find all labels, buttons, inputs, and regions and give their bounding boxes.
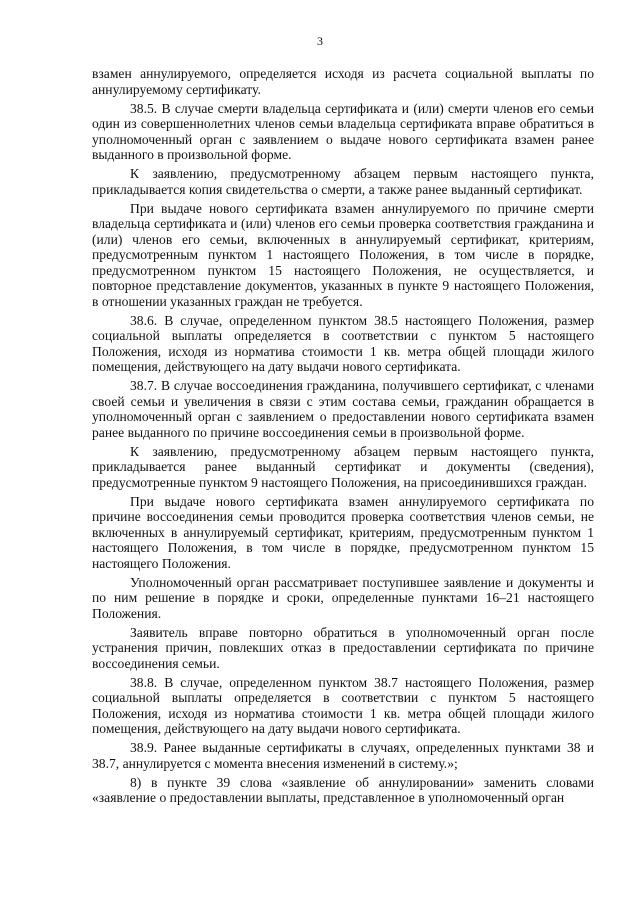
paragraph-38-9: 38.9. Ранее выданные сертификаты в случаях, определенных пунктами 38 и 38.7, аннулируется с момента внесения изменений в систему.»;	[92, 740, 594, 771]
paragraph-38-7-attachments: К заявлению, предусмотренному абзацем первым настоящего пункта, прикладывается ранее выданный сертификат и документы (сведения), предусмотренные пунктом 9 настоящего Положения, на присоединившихся граждан.	[92, 443, 594, 490]
paragraph-38-5-verification: При выдаче нового сертификата взамен аннулируемого по причине смерти владельца сертификата и (или) членов его семьи проверка соответствия гражданина и (или) членов его семьи, включенных в аннулируемый сертификат, критериям, предусмотренным пунктом 1 настоящего Положения, в том числе в порядке, предусмотренном пунктом 15 настоящего Положения, не осуществляется, и повторное представление документов, указанных в пункте 9 настоящего Положения, в отношении указанных граждан не требуется.	[92, 200, 594, 309]
document-body	[92, 66, 594, 809]
page-number: 3	[317, 34, 323, 48]
paragraph-38-5-attachments: К заявлению, предусмотренному абзацем первым настоящего пункта, прикладывается копия свидетельства о смерти, а также ранее выданный сертификат.	[92, 166, 594, 197]
paragraph-38-7-review: Уполномоченный орган рассматривает поступившее заявление и документы и по ним решение в порядке и сроки, определенные пунктами 16–21 настоящего Положения.	[92, 574, 594, 621]
paragraph-38-6: 38.6. В случае, определенном пунктом 38.5 настоящего Положения, размер социальной выплаты определяется в соответствии с пунктом 5 настоящего Положения, исходя из норматива стоимости 1 кв. метра общей площади жилого помещения, действующего на дату выдачи нового сертификата.	[92, 312, 594, 374]
paragraph-38-7: 38.7. В случае воссоединения гражданина, получившего сертификат, с членами своей семьи и увеличения в связи с этим состава семьи, гражданин обращается в уполномоченный орган с заявлением о предоставлении нового сертификата взамен ранее выданного по причине воссоединения семьи в произвольной форме.	[92, 378, 594, 440]
paragraph-continuation: взамен аннулируемого, определяется исходя из расчета социальной выплаты по аннулируемому сертификату.	[92, 66, 594, 97]
paragraph-38-5: 38.5. В случае смерти владельца сертификата и (или) смерти членов его семьи один из совершеннолетних членов семьи владельца сертификата вправе обратиться в уполномоченный орган с заявлением о выдаче нового сертификата взамен ранее выданного в произвольной форме.	[92, 100, 594, 162]
paragraph-38-7-verification: При выдаче нового сертификата взамен аннулируемого сертификата по причине воссоединения семьи проводится проверка соответствия членов семьи, не включенных в аннулируемый сертификат, критериям, предусмотренным пунктом 1 настоящего Положения, в том числе в порядке, предусмотренном пунктом 15 настоящего Положения.	[92, 493, 594, 571]
paragraph-38-8: 38.8. В случае, определенном пунктом 38.7 настоящего Положения, размер социальной выплаты определяется в соответствии с пунктом 5 настоящего Положения, исходя из норматива стоимости 1 кв. метра общей площади жилого помещения, действующего на дату выдачи нового сертификата.	[92, 674, 594, 736]
paragraph-38-7-reapply: Заявитель вправе повторно обратиться в уполномоченный орган после устранения причин, повлекших отказ в предоставлении сертификата по причине воссоединения семьи.	[92, 624, 594, 671]
paragraph-item-8: 8) в пункте 39 слова «заявление об аннулировании» заменить словами «заявление о предоставлении выплаты, представленное в уполномоченный орган	[92, 774, 594, 805]
